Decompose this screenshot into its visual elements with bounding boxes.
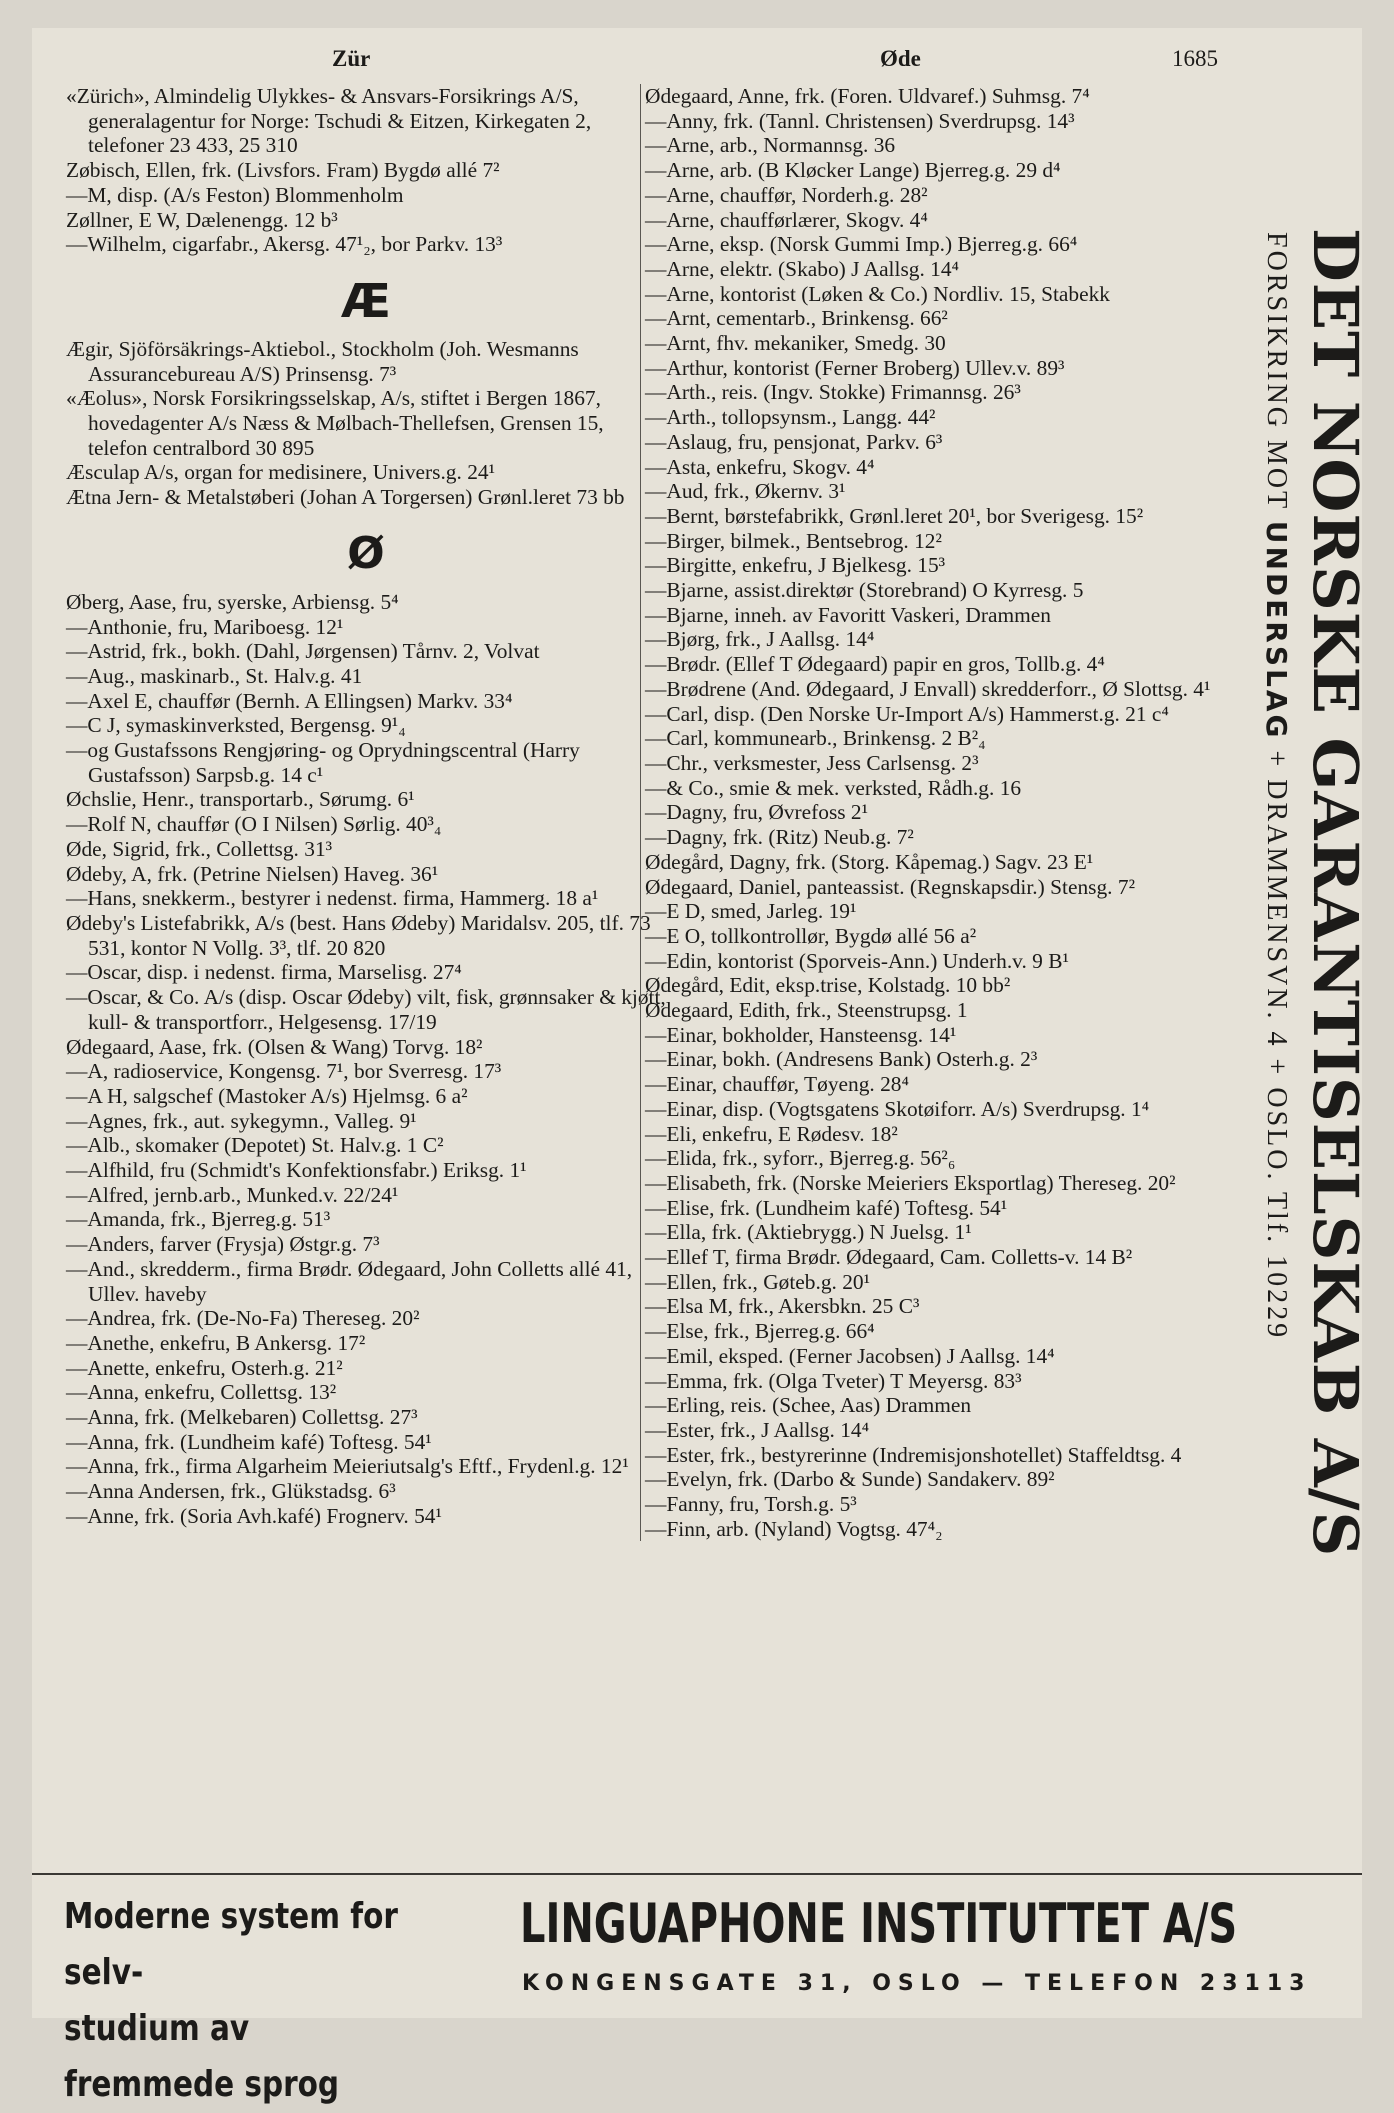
o-entries bbox=[66, 590, 666, 1529]
directory-entry: Ødegård, Dagny, frk. (Storg. Kåpemag.) Sagv. 23 E¹ bbox=[645, 849, 1094, 874]
directory-entry: —Anette, enkefru, Osterh.g. 21² bbox=[66, 1355, 343, 1380]
directory-entry: —Agnes, frk., aut. sykegymn., Valleg. 9¹ bbox=[66, 1108, 417, 1133]
directory-entry: —Arne, chaufførlærer, Skogv. 4⁴ bbox=[645, 207, 928, 232]
directory-entry: —Dagny, frk. (Ritz) Neub.g. 7² bbox=[645, 825, 914, 850]
footer-left-line1: Moderne system for selv- bbox=[64, 1896, 398, 1993]
directory-entry: —Else, frk., Bjerreg.g. 66⁴ bbox=[645, 1319, 875, 1344]
directory-entry: —Oscar, disp. i nedenst. firma, Marselisg. 27⁴ bbox=[66, 960, 462, 985]
directory-entry: Ødegaard, Anne, frk. (Foren. Uldvaref.) Suhmsg. 7⁴ bbox=[645, 84, 1090, 108]
directory-entry: —Einar, disp. (Vogtsgatens Skotøiforr. A/s) Sverdrupsg. 1⁴ bbox=[645, 1096, 1150, 1121]
garantiselskab-name: DET NORSKE GARANTISELSKAB A/S bbox=[1299, 228, 1372, 1558]
directory-entry: —M, disp. (A/s Feston) Blommenholm bbox=[66, 182, 404, 207]
directory-entry: —Anthonie, fru, Mariboesg. 12¹ bbox=[66, 614, 344, 639]
directory-entry: —Bjarne, inneh. av Favoritt Vaskeri, Drammen bbox=[645, 602, 1051, 627]
directory-entry: «Æolus», Norsk Forsikringsselskap, A/s, stiftet i Bergen 1867, hovedagenter A/s Næss & Mølbach-Thellefsen, Grensen 15, telefon centralbord 30 895 bbox=[66, 386, 604, 460]
directory-entry: Ægir, Sjöförsäkrings-Aktiebol., Stockholm (Joh. Wesmanns Assurancebureau A/S) Prinsensg. 7³ bbox=[66, 336, 579, 386]
directory-entry: —Ella, frk. (Aktiebrygg.) N Juelsg. 1¹ bbox=[645, 1220, 972, 1245]
directory-entry: —Erling, reis. (Schee, Aas) Drammen bbox=[645, 1393, 972, 1418]
directory-entry: —And., skredderm., firma Brødr. Ødegaard, John Colletts allé 41, Ullev. haveby bbox=[66, 1256, 633, 1306]
directory-entry: —Anethe, enkefru, B Ankersg. 17² bbox=[66, 1330, 366, 1355]
directory-entry: —Oscar, & Co. A/s (disp. Oscar Ødeby) vilt, fisk, grønnsaker & kjøtt, kull- & transportforr., Helgesensg. 17/19 bbox=[66, 985, 666, 1034]
directory-entry: —C J, symaskinverksted, Bergensg. 9¹₄ bbox=[66, 713, 406, 738]
directory-entry: —Evelyn, frk. (Darbo & Sunde) Sandakerv. 89² bbox=[645, 1467, 1055, 1492]
directory-entry: —Carl, kommunearb., Brinkensg. 2 B²₄ bbox=[645, 726, 986, 751]
directory-entry: —Arnt, fhv. mekaniker, Smedg. 30 bbox=[645, 331, 946, 356]
garantiselskab-details bbox=[1256, 232, 1296, 1340]
page-number: 1685 bbox=[1172, 46, 1218, 71]
directory-entry: —Arne, elektr. (Skabo) J Aallsg. 14⁴ bbox=[645, 256, 960, 281]
directory-entry: —Arth., tollopsynsm., Langg. 44² bbox=[645, 405, 936, 430]
directory-entry: —Bernt, børstefabrikk, Grønl.leret 20¹, bor Sverigesg. 15² bbox=[645, 503, 1144, 528]
directory-entry: —E D, smed, Jarleg. 19¹ bbox=[645, 899, 857, 924]
directory-entry: —Arthur, kontorist (Ferner Broberg) Ullev.v. 89³ bbox=[645, 355, 1065, 380]
directory-entry: —Brødr. (Ellef T Ødegaard) papir en gros, Tollb.g. 4⁴ bbox=[645, 652, 1105, 677]
directory-entry: —Anna Andersen, frk., Glükstadsg. 6³ bbox=[66, 1479, 396, 1504]
header-right-keyword: Øde bbox=[880, 46, 921, 71]
directory-entry: Ødegaard, Daniel, panteassist. (Regnskapsdir.) Stensg. 7² bbox=[645, 874, 1135, 899]
directory-entry: —Birgitte, enkefru, J Bjelkesg. 15³ bbox=[645, 553, 946, 578]
ad-bold-word: UNDERSLAG bbox=[1260, 520, 1293, 741]
directory-entry: —Aug., maskinarb., St. Halv.g. 41 bbox=[66, 663, 363, 688]
directory-entry: —Alb., skomaker (Depotet) St. Halv.g. 1 C² bbox=[66, 1133, 444, 1158]
directory-page bbox=[32, 28, 1372, 2105]
directory-entry: —Anders, farver (Frysja) Østgr.g. 7³ bbox=[66, 1232, 380, 1257]
section-letter-o: Ø bbox=[347, 527, 385, 579]
footer-advertisement bbox=[32, 1873, 1362, 2105]
directory-entry: —Bjørg, frk., J Aallsg. 14⁴ bbox=[645, 627, 875, 652]
directory-entry: Ødeby's Listefabrikk, A/s (best. Hans Ødeby) Maridalsv. 205, tlf. 73 531, kontor N Vollg. 3³, tlf. 20 820 bbox=[66, 910, 651, 960]
directory-entry: —Asta, enkefru, Skogv. 4⁴ bbox=[645, 454, 875, 479]
directory-entry: Øchslie, Henr., transportarb., Sørumg. 6¹ bbox=[66, 787, 415, 812]
intro-entries bbox=[66, 84, 666, 257]
directory-entry: —Astrid, frk., bokh. (Dahl, Jørgensen) Tårnv. 2, Volvat bbox=[66, 639, 540, 664]
directory-entry: Ætna Jern- & Metalstøberi (Johan A Torgersen) Grønl.leret 73 bb bbox=[66, 485, 625, 510]
ae-entries bbox=[66, 337, 666, 510]
directory-entry: —Arne, arb. (B Kløcker Lange) Bjerreg.g. 29 d⁴ bbox=[645, 158, 1061, 183]
directory-entry: —Elida, frk., syforr., Bjerreg.g. 56²₆ bbox=[645, 1146, 956, 1171]
left-column bbox=[66, 84, 666, 1529]
footer-left-line2: studium av fremmede sprog bbox=[64, 2008, 340, 2105]
footer-left-ad bbox=[64, 1889, 425, 2113]
directory-entry: —Anna, frk. (Lundheim kafé) Toftesg. 54¹ bbox=[66, 1429, 432, 1454]
directory-entry: —Emil, eksped. (Ferner Jacobsen) J Aallsg. 14⁴ bbox=[645, 1343, 1055, 1368]
directory-entry: —Birger, bilmek., Bentsebrog. 12² bbox=[645, 528, 942, 553]
directory-entry: —& Co., smie & mek. verksted, Rådh.g. 16 bbox=[645, 775, 1022, 800]
directory-entry: Ødegård, Edit, eksp.trise, Kolstadg. 10 bb² bbox=[645, 973, 1011, 998]
directory-entry: —Fanny, fru, Torsh.g. 5³ bbox=[645, 1492, 857, 1517]
directory-entry: —Rolf N, chauffør (O I Nilsen) Sørlig. 40³₄ bbox=[66, 812, 442, 837]
section-letter-ae: Æ bbox=[341, 273, 391, 328]
directory-entry: —Chr., verksmester, Jess Carlsensg. 2³ bbox=[645, 750, 979, 775]
directory-entry: —E O, tollkontrollør, Bygdø allé 56 a² bbox=[645, 923, 977, 948]
directory-entry: —Elsa M, frk., Akersbkn. 25 C³ bbox=[645, 1294, 920, 1319]
directory-entry: —Elisabeth, frk. (Norske Meieriers Eksportlag) Thereseg. 20² bbox=[645, 1170, 1176, 1195]
directory-entry: —Axel E, chauffør (Bernh. A Ellingsen) Markv. 33⁴ bbox=[66, 688, 513, 713]
directory-entry: Ødeby, A, frk. (Petrine Nielsen) Haveg. 36¹ bbox=[66, 861, 439, 886]
directory-entry: —Wilhelm, cigarfabr., Akersg. 47¹₂, bor Parkv. 13³ bbox=[66, 232, 503, 257]
directory-entry: —Aud, frk., Økernv. 3¹ bbox=[645, 479, 846, 504]
vertical-advertisement bbox=[1260, 228, 1372, 1828]
directory-entry: —Arnt, cementarb., Brinkensg. 66² bbox=[645, 306, 948, 331]
directory-entry: —Ellen, frk., Gøteb.g. 20¹ bbox=[645, 1269, 871, 1294]
directory-entry: —Brødrene (And. Ødegaard, J Envall) skredderforr., Ø Slottsg. 4¹ bbox=[645, 676, 1211, 701]
directory-entry: Zøbisch, Ellen, frk. (Livsfors. Fram) Bygdø allé 7² bbox=[66, 158, 500, 183]
directory-entry: —Arth., reis. (Ingv. Stokke) Frimannsg. 26³ bbox=[645, 380, 1021, 405]
linguaphone-address: KONGENSGATE 31, OSLO — TELEFON 23113 bbox=[522, 1971, 1312, 1996]
directory-entry: Æsculap A/s, organ for medisinere, Univers.g. 24¹ bbox=[66, 460, 496, 485]
directory-entry: Zøllner, E W, Dælenengg. 12 b³ bbox=[66, 207, 338, 232]
directory-entry: —Alfred, jernb.arb., Munked.v. 22/24¹ bbox=[66, 1182, 399, 1207]
directory-entry: —Ellef T, firma Brødr. Ødegaard, Cam. Colletts-v. 14 B² bbox=[645, 1245, 1133, 1270]
directory-entry: —Ester, frk., bestyrerinne (Indremisjonshotellet) Staffeldtsg. 4 bbox=[645, 1442, 1182, 1467]
directory-entry: «Zürich», Almindelig Ulykkes- & Ansvars-Forsikrings A/S, generalagentur for Norge: Tschudi & Eitzen, Kirkegaten 2, telefoner 23 433, 25 310 bbox=[66, 84, 592, 158]
directory-entry: —Carl, disp. (Den Norske Ur-Import A/s) Hammerst.g. 21 c⁴ bbox=[645, 701, 1169, 726]
directory-entry: —A H, salgschef (Mastoker A/s) Hjelmsg. 6 a² bbox=[66, 1083, 468, 1108]
directory-entry: —Einar, bokh. (Andresens Bank) Osterh.g. 2³ bbox=[645, 1047, 1038, 1072]
ad-suffix: + DRAMMENSVN. 4 + OSLO. Tlf. 10229 bbox=[1261, 740, 1292, 1341]
directory-entry: —Dagny, fru, Øvrefoss 2¹ bbox=[645, 800, 869, 825]
directory-entry: —Anne, frk. (Soria Avh.kafé) Frognerv. 54¹ bbox=[66, 1503, 442, 1528]
directory-entry: —Arne, kontorist (Løken & Co.) Nordliv. 15, Stabekk bbox=[645, 281, 1110, 306]
directory-entry: —Eli, enkefru, E Rødesv. 18² bbox=[645, 1121, 898, 1146]
directory-entry: —Einar, chauffør, Tøyeng. 28⁴ bbox=[645, 1072, 909, 1097]
directory-entry: —Hans, snekkerm., bestyrer i nedenst. firma, Hammerg. 18 a¹ bbox=[66, 886, 599, 911]
directory-entry: —Einar, bokholder, Hansteensg. 14¹ bbox=[645, 1022, 957, 1047]
linguaphone-title: LINGUAPHONE INSTITUTTET A/S bbox=[520, 1892, 1238, 1955]
directory-entry: Ødegaard, Edith, frk., Steenstrupsg. 1 bbox=[645, 998, 968, 1023]
directory-entry: —og Gustafssons Rengjøring- og Oprydningscentral (Harry Gustafsson) Sarpsb.g. 14 c¹ bbox=[66, 738, 580, 787]
directory-entry: Øde, Sigrid, frk., Collettsg. 31³ bbox=[66, 836, 333, 861]
directory-entry: —Aslaug, fru, pensjonat, Parkv. 6³ bbox=[645, 429, 943, 454]
directory-entry: —Anna, enkefru, Collettsg. 13² bbox=[66, 1380, 337, 1405]
directory-entry: Ødegaard, Aase, frk. (Olsen & Wang) Torvg. 18² bbox=[66, 1034, 483, 1059]
directory-entry: —Finn, arb. (Nyland) Vogtsg. 47⁴₂ bbox=[645, 1516, 943, 1541]
directory-entry: —Amanda, frk., Bjerreg.g. 51³ bbox=[66, 1207, 331, 1232]
right-column bbox=[640, 84, 1253, 1541]
directory-entry: —Alfhild, fru (Schmidt's Konfektionsfabr.) Eriksg. 1¹ bbox=[66, 1158, 527, 1183]
directory-entry: Øberg, Aase, fru, syerske, Arbiensg. 5⁴ bbox=[66, 589, 399, 614]
directory-entry: —Ester, frk., J Aallsg. 14⁴ bbox=[645, 1417, 870, 1442]
right-entries bbox=[645, 84, 1253, 1541]
directory-entry: —Anna, frk., firma Algarheim Meieriutsalg's Eftf., Frydenl.g. 12¹ bbox=[66, 1454, 629, 1479]
directory-entry: —Edin, kontorist (Sporveis-Ann.) Underh.v. 9 B¹ bbox=[645, 948, 1069, 973]
header-left-keyword: Zür bbox=[332, 46, 371, 71]
directory-entry: —Anny, frk. (Tannl. Christensen) Sverdrupsg. 14³ bbox=[645, 108, 1075, 133]
directory-entry: —Arne, arb., Normannsg. 36 bbox=[645, 133, 896, 158]
directory-entry: —A, radioservice, Kongensg. 7¹, bor Sverresg. 17³ bbox=[66, 1059, 502, 1084]
directory-entry: —Bjarne, assist.direktør (Storebrand) O Kyrresg. 5 bbox=[645, 578, 1084, 603]
directory-entry: —Arne, chauffør, Norderh.g. 28² bbox=[645, 182, 928, 207]
directory-entry: —Elise, frk. (Lundheim kafé) Toftesg. 54¹ bbox=[645, 1195, 1008, 1220]
directory-entry: —Emma, frk. (Olga Tveter) T Meyersg. 83³ bbox=[645, 1368, 1022, 1393]
directory-entry: —Andrea, frk. (De-No-Fa) Thereseg. 20² bbox=[66, 1306, 420, 1331]
page-header bbox=[32, 46, 1362, 86]
directory-entry: —Anna, frk. (Melkebaren) Collettsg. 27³ bbox=[66, 1405, 418, 1430]
directory-entry: —Arne, eksp. (Norsk Gummi Imp.) Bjerreg.g. 66⁴ bbox=[645, 232, 1078, 257]
ad-prefix: FORSIKRING MOT bbox=[1261, 232, 1292, 521]
